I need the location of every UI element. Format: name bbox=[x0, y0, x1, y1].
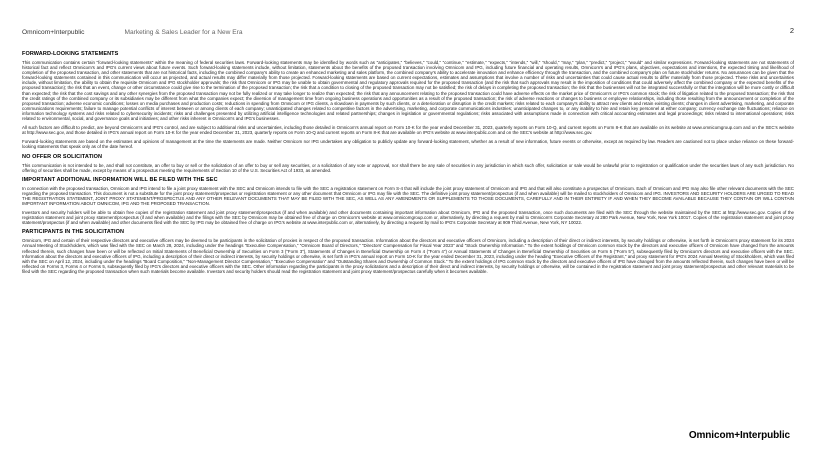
paragraph: Omnicom, IPG and certain of their respective directors and executive officers may be deemed to be participants in the solicitation of proxies in respect of the proposed transaction. Information about the directors and executive officers of Omnicom, including a description of their direct or indirect interests, by security holdings or otherwise, is set forth in Omnicom's proxy statement for its 2024 Annual Meeting of Stockholders, which was filed with the SEC on March 28, 2024, including under the headings "Executive Compensation," "Omnicom Board of Directors," "Directors' Compensation for Fiscal Year 2023" and "Stock Ownership Information." To the extent holdings of Omnicom common stock by the directors and executive officers of Omnicom have changed from the amounts reflected therein, such changes have been or will be reflected on Initial Statements of Beneficial Ownership of Securities on Form 3 ("Form 3"), Statements of Changes in Beneficial Ownership on Form 4 ("Form 4") or Annual Statements of Changes in Beneficial Ownership of Securities on Form 5 ("Form 5"), subsequently filed by Omnicom's directors and executive officers with the SEC. Information about the directors and executive officers of IPG, including a description of their direct or indirect interests, by security holdings or otherwise, is set forth in IPG's annual report on Form 10-K for the year ended December 31, 2023, including under the heading "Executive Officers of the Registrant," and proxy statement for IPG's 2024 Annual Meeting of Stockholders, which was filed with the SEC on April 12, 2024, including under the headings "Board Composition," "Non-Management Director Compensation," "Executive Compensation" and "Outstanding Shares and Ownership of Common Stock." To the extent holdings of IPG common stock by the directors and executive officers of IPG have changed from the amounts reflected therein, such changes have been or will be reflected on Forms 3, Forms 4 or Forms 5, subsequently filed by IPG's directors and executive officers with the SEC. Other information regarding the participants in the proxy solicitations and a description of their direct and indirect interests, by security holdings or otherwise, will be contained in the registration statement and joint proxy statement/prospectus and other relevant materials to be filed with the SEC regarding the proposed transaction when such materials become available. Investors and security holders should read the registration statement and joint proxy statement/prospectus carefully when it becomes available. bbox=[22, 238, 794, 274]
section-participants bbox=[22, 229, 794, 274]
section-heading: PARTICIPANTS IN THE SOLICITATION bbox=[22, 229, 125, 236]
page-header bbox=[22, 26, 798, 38]
section-heading: IMPORTANT ADDITIONAL INFORMATION WILL BE FILED WITH THE SEC bbox=[22, 176, 218, 183]
paragraph: In connection with the proposed transaction, Omnicom and IPG intend to file a joint proxy statement with the SEC and Omnicom intends to file with the SEC a registration statement on Form S-4 that will include the joint proxy statement of Omnicom and IPG and that will also constitute a prospectus of Omnicom. Each of Omnicom and IPG may also file other relevant documents with the SEC regarding the proposed transaction. This document is not a substitute for the joint proxy statement/prospectus or registration statement or any other document that Omnicom or IPG may file with the SEC. The definitive joint proxy statement/prospectus (if and when available) will be mailed to stockholders of Omnicom and IPG. INVESTORS AND SECURITY HOLDERS ARE URGED TO READ THE REGISTRATION STATEMENT, JOINT PROXY STATEMENT/PROSPECTUS AND ANY OTHER RELEVANT DOCUMENTS THAT MAY BE FILED WITH THE SEC, AS WELL AS ANY AMENDMENTS OR SUPPLEMENTS TO THOSE DOCUMENTS, CAREFULLY AND IN THEIR ENTIRETY IF AND WHEN THEY BECOME AVAILABLE BECAUSE THEY CONTAIN OR WILL CONTAIN IMPORTANT INFORMATION ABOUT OMNICOM, IPG AND THE PROPOSED TRANSACTION. bbox=[22, 185, 794, 206]
paragraph: Forward-looking statements are based on the estimates and opinions of management at the time the statements are made. Neither Omnicom nor IPG undertakes any obligation to publicly update any forward-looking statement, whether as a result of new information, future events or otherwise, except as required by law. Readers are cautioned not to place undue reliance on these forward-looking statements that speak only as of the date hereof. bbox=[22, 139, 794, 150]
paragraph: This communication is not intended to be, and shall not constitute, an offer to buy or sell or the solicitation of an offer to buy or sell any securities, or a solicitation of any vote or approval, nor shall there be any sale of securities in any jurisdiction in which such offer, solicitation or sale would be unlawful prior to registration or qualification under the securities laws of any such jurisdiction. No offering of securities shall be made, except by means of a prospectus meeting the requirements of Section 10 of the U.S. Securities Act of 1933, as amended. bbox=[22, 162, 794, 173]
paragraph: Investors and security holders will be able to obtain free copies of the registration statement and joint proxy statement/prospectus (if and when available) and other documents containing important information about Omnicom, IPG and the proposed transaction, once such documents are filed with the SEC through the website maintained by the SEC at http://www.sec.gov. Copies of the registration statement and joint proxy statement/prospectus (if and when available) and the filings with the SEC by Omnicom may be obtained free of charge on Omnicom's website at www.omnicomgroup.com or, alternatively, by directing a request by mail to Omnicom's Corporate Secretary at 280 Park Avenue, New York, New York 10017. Copies of the registration statement and joint proxy statement/prospectus (if and when available) and other documents filed with the SEC by IPG may be obtained free of charge on IPG's website at www.interpublic.com or, alternatively, by directing a request by mail to IPG's Corporate Secretary at 909 Third Avenue, New York, NY 10022. bbox=[22, 210, 794, 226]
omnicom-interpublic-logo: Omnicom+Interpublic bbox=[688, 430, 790, 441]
section-heading: FORWARD-LOOKING STATEMENTS bbox=[22, 51, 119, 57]
paragraph: All such factors are difficult to predict, are beyond Omnicom's and IPG's control, and are subject to additional risks and uncertainties, including those detailed in Omnicom's annual report on Form 10-K for the year ended December 31, 2023, quarterly reports on Form 10-Q, and current reports on Form 8-K that are available on its website at www.omnicomgroup.com and on the SEC's website at http://www.sec.gov, and those detailed in IPG's annual report on Form 10-K for the year ended December 31, 2023, quarterly reports on Form 10-Q and current reports on Form 8-K that are available on IPG's website at www.interpublic.com and on the SEC's website at http://www.sec.gov. bbox=[22, 125, 794, 136]
paragraph: This communication contains certain "forward-looking statements" within the meaning of federal securities laws. Forward-looking statements may be identified by words such as "anticipates," "believes," "could," "continue," "estimate," "expects," "intends," "will," "should," "may," "plan," "predict," "project," "would" and similar expressions. Forward-looking statements are not statements of historical fact and reflect Omnicom's and IPG's current views about future events. Such forward-looking statements include, without limitation, statements about the benefits of the proposed transaction involving Omnicom and IPG, including future financial and operating results, Omnicom's and IPG's plans, objectives, expectations and intentions, the expected timing and likelihood of completion of the proposed transaction, and other statements that are not historical facts, including the combined company's ability to create an enhanced marketing and sales platform, the combined company's ability to accelerate innovation and enhance efficiency through the transaction, and the combined company's plan on future stockholder returns. No assurances can be given that the forward-looking statements contained in this communication will occur as projected, and actual results may differ materially from those projected. Forward-looking statements are based on current expectations, estimates and assumptions that involve a number of risks and uncertainties that could cause actual results to differ materially from those projected. These risks and uncertainties include, without limitation, the ability to obtain the requisite Omnicom and IPG stockholder approvals; the risk that Omnicom or IPG may be unable to obtain governmental and regulatory approvals required for the proposed transaction (and the risk that such approvals may result in the imposition of conditions that could adversely affect the combined company or the expected benefits of the proposed transaction); the risk that an event, change or other circumstance could give rise to the termination of the proposed transaction; the risk that a condition to closing of the proposed transaction may not be satisfied; the risk of delays in completing the proposed transaction; the risk that the businesses will not be integrated successfully or that the integration will be more costly or difficult than expected; the risk that the cost savings and any other synergies from the proposed transaction may not be fully realized or may take longer to realize than expected; the risk that any announcement relating to the proposed transaction could have adverse effects on the market price of Omnicom's or IPG's common stock; the risk of litigation related to the proposed transaction; the risk that the credit ratings of the combined company or its subsidiaries may be different from what the companies expect; the diversion of management time from ongoing business operations and opportunities as a result of the proposed transaction; the risk of adverse reactions or changes to business or employee relationships, including those resulting from the announcement or completion of the proposed transaction; adverse economic conditions; losses on media purchases and production costs; reductions in spending from Omnicom or IPG clients, a slowdown in payments by such clients, or a deterioration or disruption in the credit markets; risks related to each company's ability to attract new clients and retain existing clients; changes in client advertising, marketing, and corporate communications requirements; failure to manage potential conflicts of interest between or among clients of each company; unanticipated changes related to competitive factors in the advertising, marketing, and corporate communications industries; unanticipated changes to, or any inability to hire and retain key personnel at either company; currency exchange rate fluctuations; reliance on information technology systems and risks related to cybersecurity incidents; risks and challenges presented by utilizing artificial intelligence technologies and related partnerships; changes in legislation or governmental regulations; risks associated with assumptions made in connection with critical accounting estimates and legal proceedings; risks related to international operations; risks related to environmental, social, and governance goals and initiatives; and other risks inherent in Omnicom's and IPG's businesses. bbox=[22, 60, 794, 122]
section-forward-looking bbox=[22, 51, 794, 150]
disclaimer-body bbox=[22, 51, 794, 278]
header-subtitle: Marketing & Sales Leader for a New Era bbox=[124, 28, 243, 36]
section-heading: NO OFFER OR SOLICITATION bbox=[22, 153, 103, 160]
header-brand: Omnicom+Interpublic bbox=[22, 28, 85, 36]
section-additional-info bbox=[22, 177, 794, 226]
section-no-offer bbox=[22, 154, 794, 173]
page-number: 2 bbox=[789, 26, 794, 35]
